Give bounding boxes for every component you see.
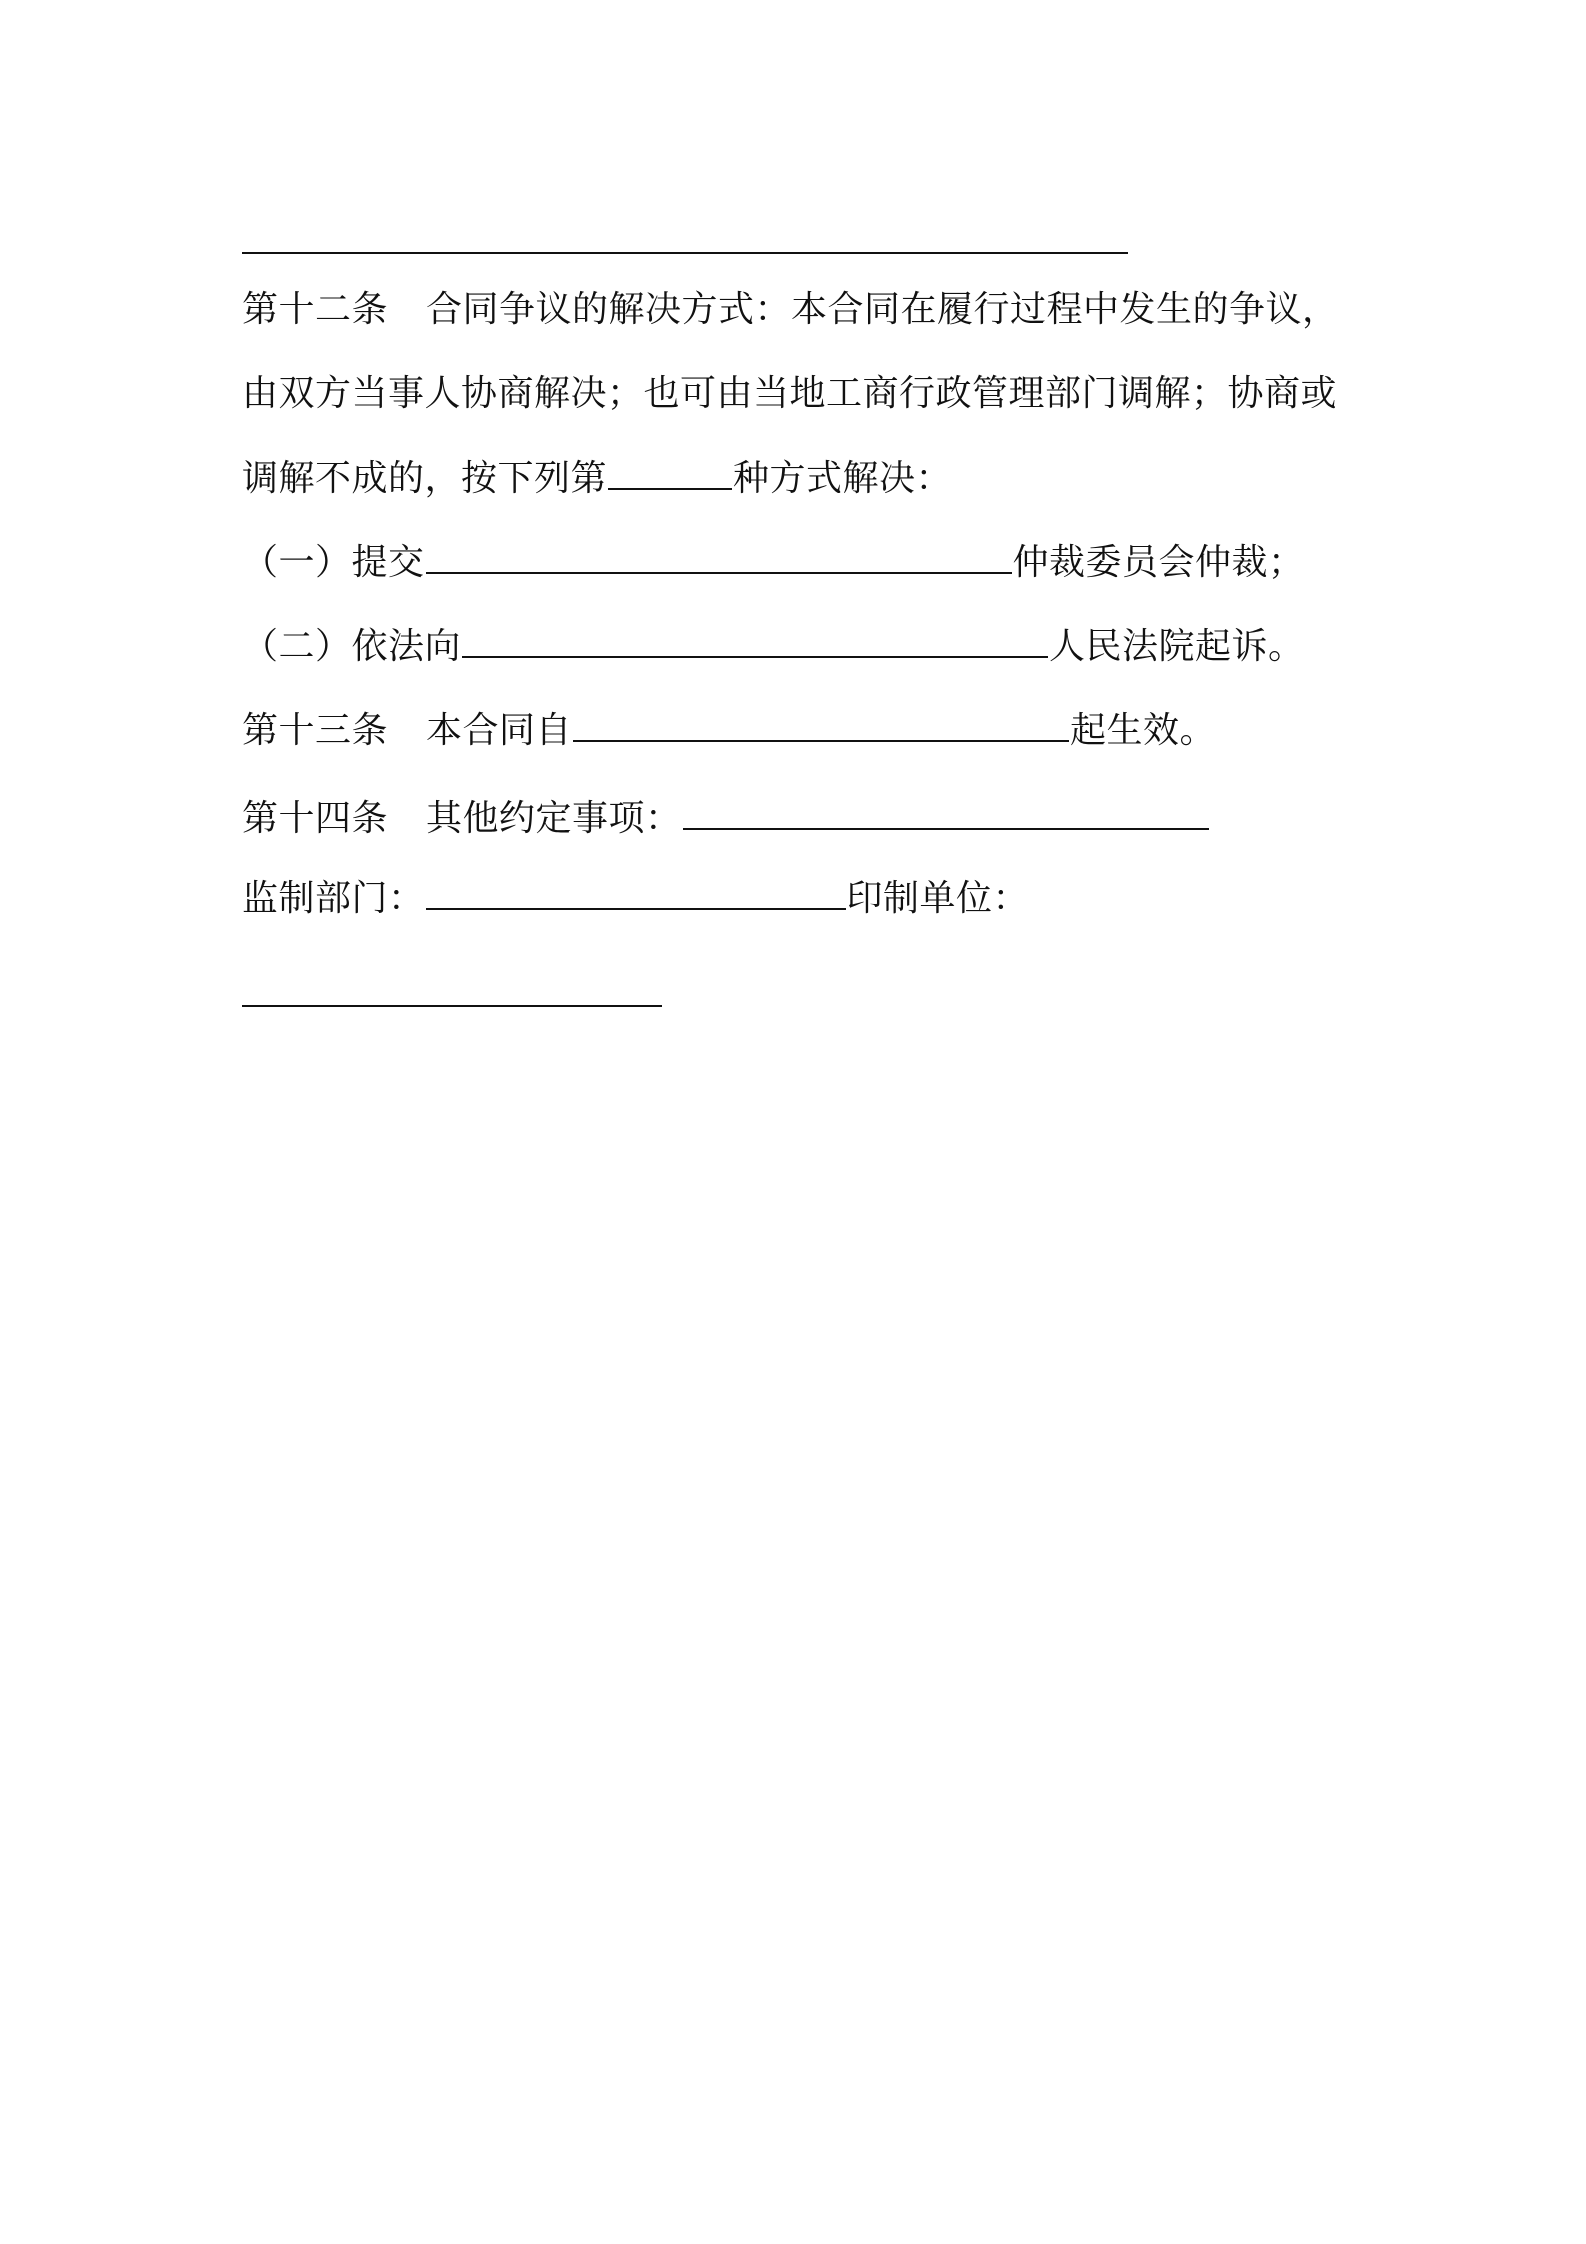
top-blank-line — [242, 252, 1128, 254]
article-14-number: 第十四条 — [242, 798, 389, 839]
court-name-blank[interactable] — [462, 624, 1048, 658]
article-12-line-2 — [242, 372, 1337, 416]
option-1-suffix: 仲裁委员会仲裁； — [1012, 542, 1305, 583]
article-13-number: 第十三条 — [242, 710, 389, 751]
article-12-text-2: 由双方当事人协商解决；也可由当地工商行政管理部门调解；协商或 — [242, 373, 1338, 414]
option-2-prefix: （二）依法向 — [242, 626, 462, 667]
article-14-line — [242, 796, 1210, 841]
option-1-prefix: （一）提交 — [242, 542, 425, 583]
other-matters-blank[interactable] — [683, 796, 1209, 830]
printer-blank-line[interactable] — [242, 1005, 662, 1007]
article-14-prefix: 其他约定事项： — [426, 798, 682, 839]
option-2-suffix: 人民法院起诉。 — [1049, 626, 1305, 667]
method-choice-blank[interactable] — [608, 456, 732, 490]
article-12-text-3-prefix: 调解不成的，按下列第 — [242, 458, 608, 499]
article-13-prefix: 本合同自 — [426, 710, 573, 751]
article-12-line-1 — [242, 288, 1339, 332]
article-12-number: 第十二条 — [242, 289, 389, 330]
article-12-text-1: 合同争议的解决方式：本合同在履行过程中发生的争议， — [426, 289, 1339, 330]
supervisor-blank[interactable] — [426, 876, 846, 910]
article-12-line-3 — [242, 456, 952, 501]
effective-date-blank[interactable] — [573, 708, 1069, 742]
printer-label: 印制单位： — [846, 878, 1030, 919]
article-12-text-3-suffix: 种方式解决： — [733, 458, 953, 499]
footer-line — [242, 876, 1029, 921]
option-2-line — [242, 624, 1305, 669]
article-13-line — [242, 708, 1216, 753]
arbitration-committee-blank[interactable] — [426, 540, 1012, 574]
supervisor-label: 监制部门： — [242, 878, 425, 919]
article-13-suffix: 起生效。 — [1070, 710, 1217, 751]
option-1-line — [242, 540, 1305, 585]
